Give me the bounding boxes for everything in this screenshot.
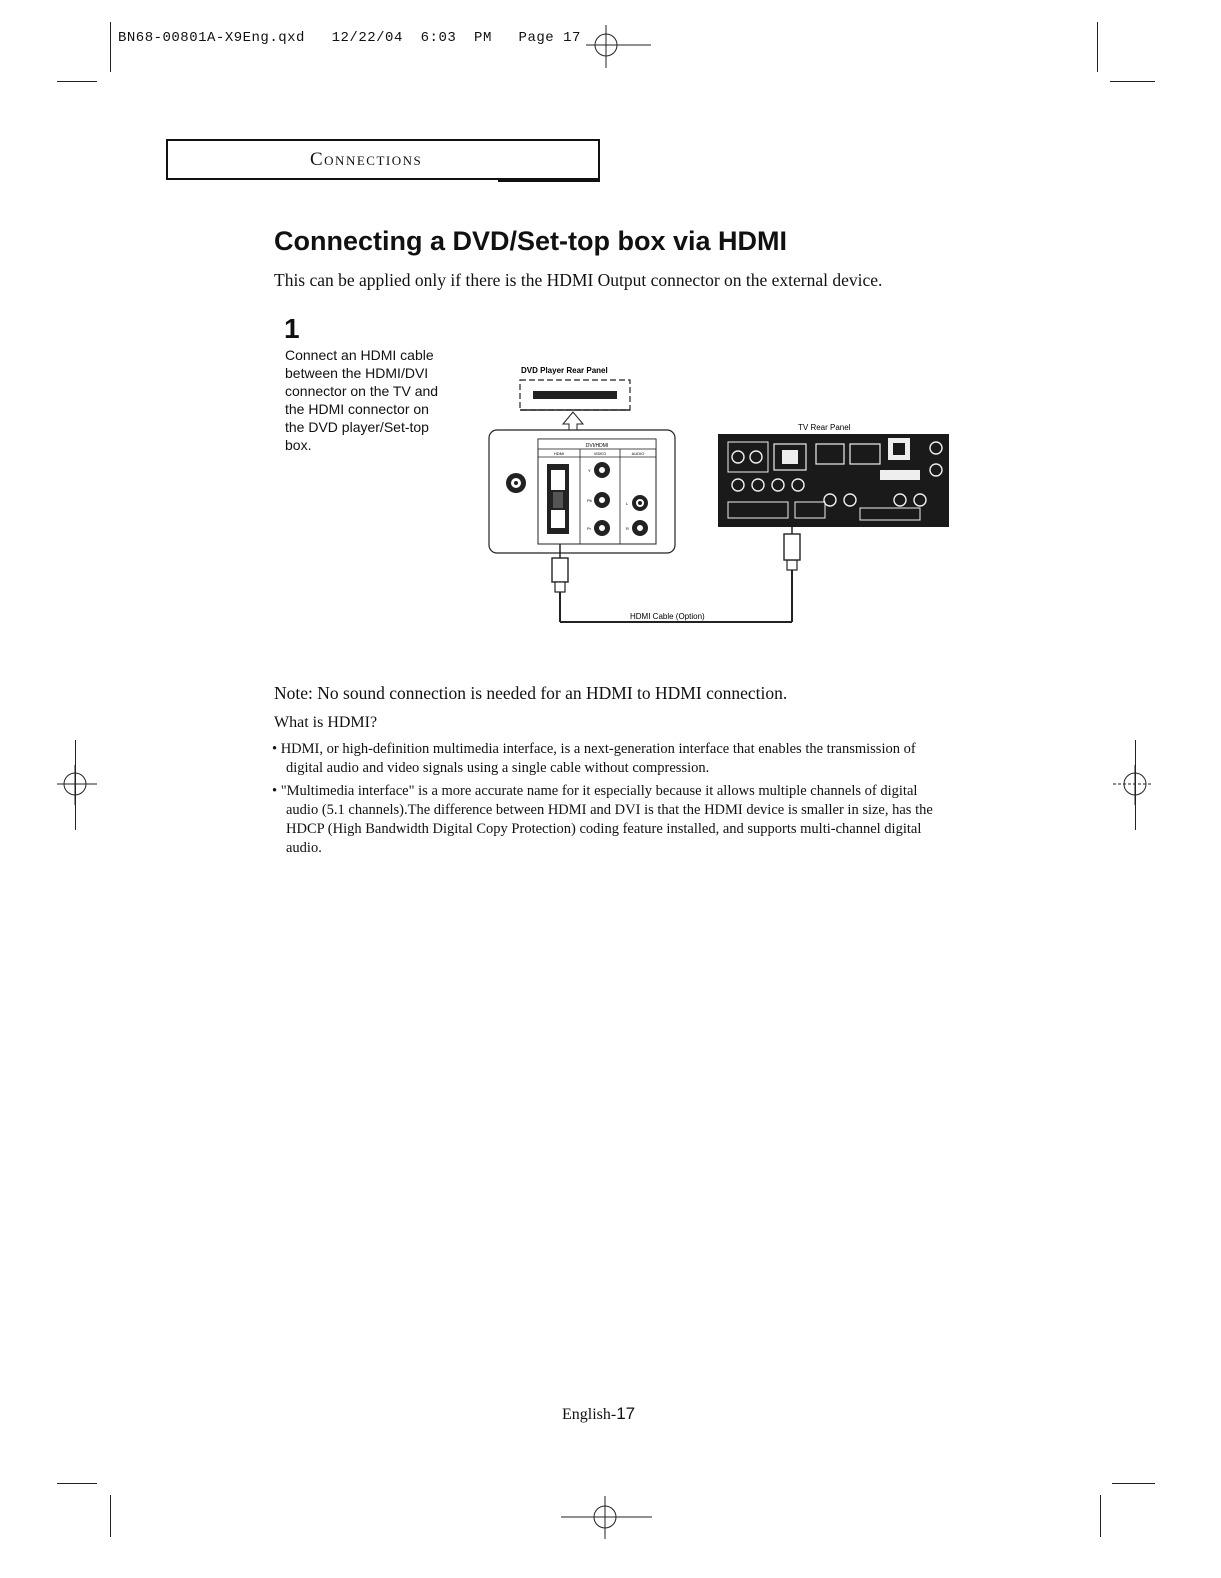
page-number: 17 bbox=[616, 1404, 636, 1423]
arrow-up-icon bbox=[563, 412, 583, 430]
col-label: AUDIO bbox=[631, 451, 645, 456]
step-number: 1 bbox=[284, 313, 300, 344]
registration-mark-left bbox=[52, 760, 102, 810]
section-header-box bbox=[166, 139, 600, 180]
page-title: Connecting a DVD/Set-top box via HDMI bbox=[274, 226, 788, 256]
port-label: L bbox=[626, 501, 629, 506]
step-line: between the HDMI/DVI bbox=[285, 365, 429, 381]
step-instructions bbox=[285, 346, 460, 454]
port-label: Pb bbox=[587, 498, 592, 503]
page-footer bbox=[562, 1404, 635, 1424]
registration-mark-bottom bbox=[556, 1493, 656, 1543]
dvd-rear-panel-label: DVD Player Rear Panel bbox=[521, 366, 608, 375]
bullet-text: HDMI, or high-definition multimedia interface, is a next-generation interface that enables the transmission of digital audio and video signals using a single cable without compression. bbox=[280, 741, 916, 776]
tv-rear-panel-label: TV Rear Panel bbox=[798, 423, 851, 432]
footer-language: English- bbox=[562, 1406, 617, 1423]
dvd-jack-panel bbox=[489, 430, 675, 553]
hdmi-bullet: • "Multimedia interface" is a more accurate name for it especially because it allows multiple channels of digital audio (5.1 channels).The difference between HDMI and DVI is that the HDMI device is smaller in size, has the HDCP (High Bandwidth Digital Copy Protection) coding feature installed, and supports multi-channel digital audio. bbox=[272, 783, 933, 856]
connection-diagram bbox=[480, 360, 955, 630]
intro-text: This can be applied only if there is the HDMI Output connector on the external device. bbox=[274, 270, 883, 290]
port-label: Pr bbox=[587, 526, 591, 531]
dvd-player-icon bbox=[520, 380, 630, 410]
step-line: Connect an HDMI cable bbox=[285, 347, 434, 363]
step-line: connector on the TV and bbox=[285, 383, 439, 399]
step-line: box. bbox=[285, 437, 312, 453]
step-line: the DVD player/Set-top bbox=[285, 419, 429, 435]
bullet-text: "Multimedia interface" is a more accurate name for it especially because it allows multiple channels of digital audio (5.1 channels).The difference between HDMI and DVI is that the HDMI device is smaller in size, has the HDCP (High Bandwidth Digital Copy Protection) coding feature installed, and supports multi-channel digital audio. bbox=[280, 783, 933, 856]
col-label: HDMI bbox=[553, 451, 565, 456]
section-title: Connections bbox=[310, 149, 423, 170]
hdmi-cable-label: HDMI Cable (Option) bbox=[630, 612, 705, 621]
port-label: Y bbox=[588, 468, 591, 473]
port-label: R bbox=[626, 526, 629, 531]
print-slug: BN68-00801A-X9Eng.qxd 12/22/04 6:03 PM Page 17 bbox=[118, 30, 581, 46]
what-is-hdmi-heading: What is HDMI? bbox=[274, 714, 378, 731]
hdmi-bullet: • HDMI, or high-definition multimedia interface, is a next-generation interface that enables the transmission of digital audio and video signals using a single cable without compression. bbox=[272, 741, 916, 776]
col-label: VIDEO bbox=[593, 451, 607, 456]
registration-mark-right bbox=[1108, 760, 1158, 810]
panel-header-label: DVI/HDMI bbox=[585, 443, 609, 449]
step-line: the HDMI connector on bbox=[285, 401, 429, 417]
note-text: Note: No sound connection is needed for an HDMI to HDMI connection. bbox=[274, 683, 788, 703]
registration-mark-top bbox=[576, 20, 656, 70]
tv-rear-panel bbox=[718, 434, 949, 527]
